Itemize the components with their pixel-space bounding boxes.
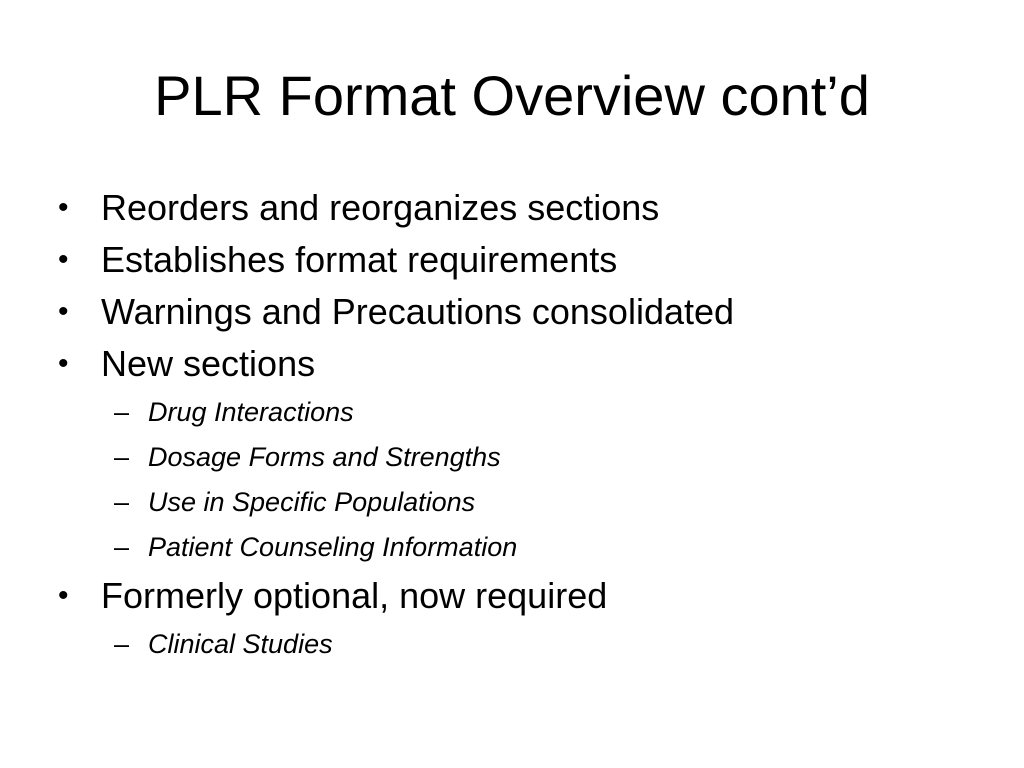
bullet-item	[56, 570, 976, 622]
bullet-marker: •	[58, 243, 69, 276]
sub-bullet-item	[56, 622, 976, 667]
sub-bullet-item	[56, 390, 976, 435]
bullet-text: Reorders and reorganizes sections	[101, 187, 660, 228]
bullet-item	[56, 286, 976, 338]
sub-bullet-text: Dosage Forms and Strengths	[148, 442, 501, 472]
sub-bullet-marker: –	[114, 629, 130, 659]
bullet-text: Formerly optional, now required	[101, 575, 608, 616]
sub-bullet-item	[56, 435, 976, 480]
sub-bullet-item	[56, 480, 976, 525]
bullet-marker: •	[58, 191, 69, 224]
bullet-marker: •	[58, 295, 69, 328]
sub-bullet-text: Patient Counseling Information	[148, 532, 518, 562]
bullet-item	[56, 234, 976, 286]
slide-title: PLR Format Overview cont’d	[154, 64, 870, 127]
bullet-list	[56, 182, 976, 667]
sub-bullet-text: Drug Interactions	[148, 397, 354, 427]
sub-bullet-text: Use in Specific Populations	[148, 487, 476, 517]
sub-bullet-item	[56, 525, 976, 570]
sub-bullet-marker: –	[114, 442, 130, 472]
bullet-marker: •	[58, 579, 69, 612]
bullet-text: Establishes format requirements	[101, 239, 618, 280]
sub-bullet-marker: –	[114, 487, 130, 517]
bullet-item	[56, 338, 976, 390]
bullet-text: Warnings and Precautions consolidated	[101, 291, 735, 332]
bullet-item	[56, 182, 976, 234]
sub-bullet-marker: –	[114, 532, 130, 562]
sub-bullet-text: Clinical Studies	[148, 629, 333, 659]
bullet-text: New sections	[101, 343, 316, 384]
sub-bullet-marker: –	[114, 397, 130, 427]
bullet-marker: •	[58, 347, 69, 380]
